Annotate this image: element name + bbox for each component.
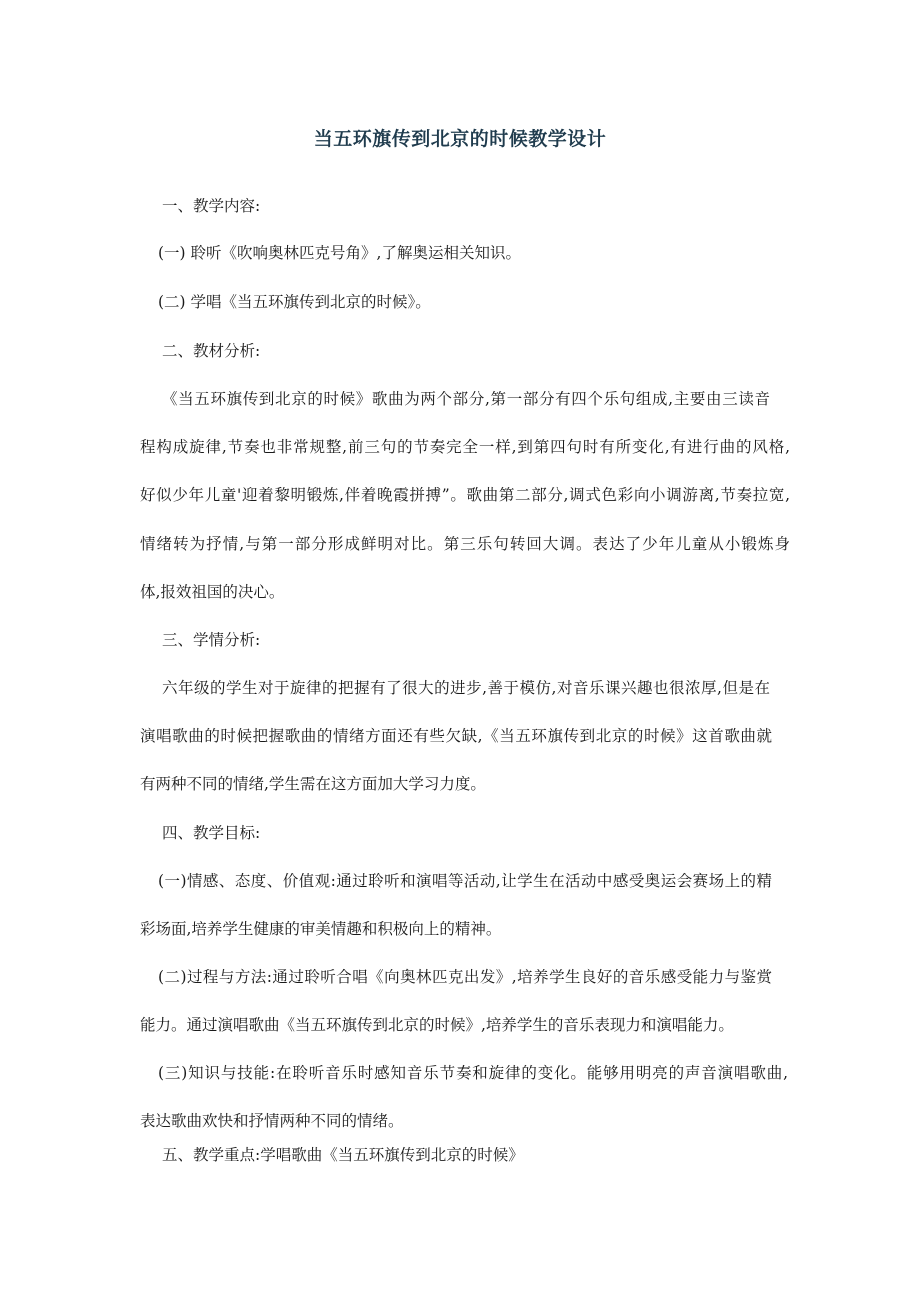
learners-line-3: 有两种不同的情绪,学生需在这方面加大学习力度。 [140, 775, 486, 793]
content-item-1: (一) 聆听《吹响奥林匹克号角》,了解奥运相关知识。 [158, 244, 521, 262]
section-heading-learners: 三、学情分析: [162, 631, 261, 649]
goal-3-line-1: (三)知识与技能:在聆听音乐时感知音乐节奏和旋律的变化。能够用明亮的声音演唱歌曲, [158, 1064, 788, 1082]
goal-1-line-1: (一)情感、态度、价值观:通过聆听和演唱等活动,让学生在活动中感受奥运会赛场上的精 [158, 872, 772, 890]
section-heading-focus: 五、教学重点:学唱歌曲《当五环旗传到北京的时候》 [162, 1146, 524, 1164]
goal-2-line-1: (二)过程与方法:通过聆听合唱《向奥林匹克出发》,培养学生良好的音乐感受能力与鉴赏 [158, 968, 772, 986]
section-heading-analysis: 二、教材分析: [162, 342, 261, 360]
analysis-line-1: 《当五环旗传到北京的时候》歌曲为两个部分,第一部分有四个乐句组成,主要由三读音 [162, 390, 770, 408]
goal-1-line-2: 彩场面,培养学生健康的审美情趣和积极向上的精神。 [140, 920, 502, 938]
section-heading-goals: 四、教学目标: [162, 824, 261, 842]
analysis-line-5: 体,报效祖国的决心。 [140, 583, 285, 601]
analysis-line-4: 情绪转为抒情,与第一部分形成鲜明对比。第三乐句转回大调。表达了少年儿童从小锻炼身 [140, 535, 790, 553]
learners-line-1: 六年级的学生对于旋律的把握有了很大的进步,善于模仿,对音乐课兴趣也很浓厚,但是在 [162, 679, 770, 697]
content-item-2: (二) 学唱《当五环旗传到北京的时候》。 [158, 293, 431, 311]
document-title: 当五环旗传到北京的时候教学设计 [313, 128, 607, 150]
analysis-line-2: 程构成旋律,节奏也非常规整,前三句的节奏完全一样,到第四句时有所变化,有进行曲的风格, [140, 438, 790, 456]
goal-3-line-2: 表达歌曲欢快和抒情两种不同的情绪。 [140, 1112, 404, 1130]
section-heading-content: 一、教学内容: [162, 197, 261, 215]
learners-line-2: 演唱歌曲的时候把握歌曲的情绪方面还有些欠缺,《当五环旗传到北京的时候》这首歌曲就 [140, 727, 772, 745]
analysis-line-3: 好似少年儿童'迎着黎明锻炼,伴着晚霞拼搏”。歌曲第二部分,调式色彩向小调游离,节奏拉宽, [140, 486, 790, 504]
goal-2-line-2: 能力。通过演唱歌曲《当五环旗传到北京的时候》,培养学生的音乐表现力和演唱能力。 [140, 1016, 734, 1034]
